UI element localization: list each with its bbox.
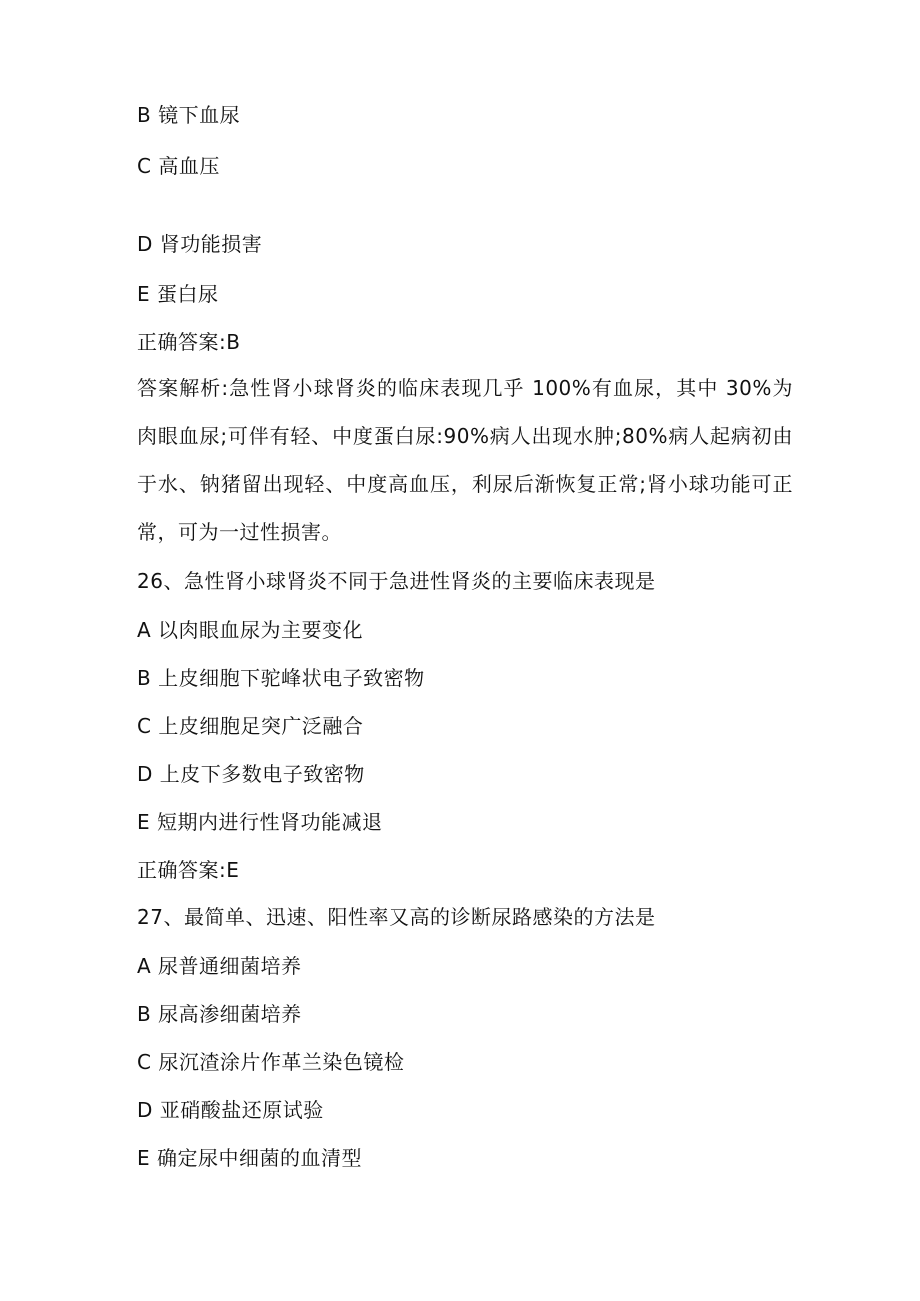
q27-option-c: C 尿沉渣涂片作革兰染色镜检 <box>137 1050 405 1074</box>
q26-option-b: B 上皮细胞下驼峰状电子致密物 <box>137 666 425 690</box>
q27-option-b: B 尿高渗细菌培养 <box>137 1002 302 1026</box>
q26-question: 26、急性肾小球肾炎不同于急进性肾炎的主要临床表现是 <box>137 569 656 593</box>
q25-analysis: 答案解析:急性肾小球肾炎的临床表现几乎 100%有血尿，其中 30%为肉眼血尿;可伴有轻、中度蛋白尿:90%病人出现水肿;80%病人起病初由于水、钠猪留出现轻、中度高血压，利尿后渐恢复正常;肾小球功能可正常，可为一过性损害。 <box>137 376 793 544</box>
q26-answer: 正确答案:E <box>137 858 240 882</box>
q27-option-a: A 尿普通细菌培养 <box>137 954 302 978</box>
q26-option-d: D 上皮下多数电子致密物 <box>137 762 365 786</box>
q27-option-d: D 亚硝酸盐还原试验 <box>137 1098 324 1122</box>
q27-question: 27、最简单、迅速、阳性率又高的诊断尿路感染的方法是 <box>137 905 656 929</box>
q25-option-b: B 镜下血尿 <box>137 103 241 127</box>
q26-option-e: E 短期内进行性肾功能减退 <box>137 810 383 834</box>
q26-option-c: C 上皮细胞足突广泛融合 <box>137 714 364 738</box>
q25-option-d: D 肾功能损害 <box>137 232 263 256</box>
q25-answer: 正确答案:B <box>137 330 241 354</box>
q25-option-c: C 高血压 <box>137 154 220 178</box>
q27-option-e: E 确定尿中细菌的血清型 <box>137 1146 362 1170</box>
q26-option-a: A 以肉眼血尿为主要变化 <box>137 618 364 642</box>
q25-option-e: E 蛋白尿 <box>137 282 219 306</box>
